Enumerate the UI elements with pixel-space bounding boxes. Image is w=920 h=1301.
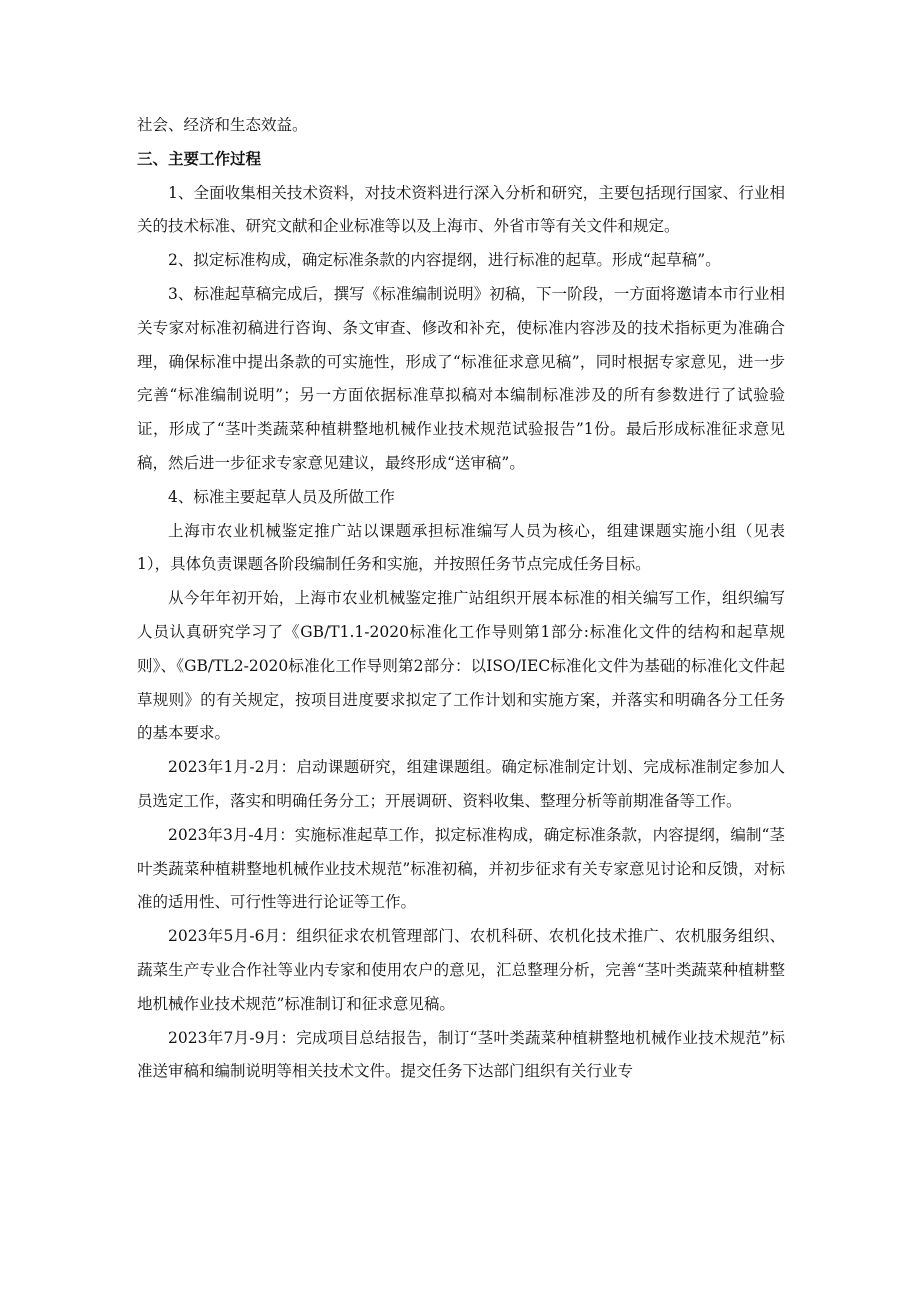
paragraph-intro-tail: 社会、经济和生态效益。 <box>137 116 308 134</box>
document-body <box>137 109 785 1089</box>
paragraph-organization: 从今年年初开始，上海市农业机械鉴定推广站组织开展本标准的相关编写工作，组织编写人员认真研究学习了《GB/T1.1-2020标准化工作导则第1部分:标准化文件的结构和起草规则》、《GB/TL2-2020标准化工作导则第2部分：以ISO/IEC标准化文件为基础的标准化文件起草规则》的有关规定，按项目进度要求拟定了工作计划和实施方案，并落实和明确各分工任务的基本要求。 <box>137 589 785 743</box>
paragraph-timeline-may-jun: 2023年5月-6月：组织征求农机管理部门、农机科研、农机化技术推广、农机服务组织、蔬菜生产专业合作社等业内专家和使用农户的意见，汇总整理分析，完善“茎叶类蔬菜种植耕整地机械作业技术规范”标准制订和征求意见稿。 <box>137 927 785 1013</box>
paragraph-step-3: 3、标准起草稿完成后，撰写《标准编制说明》初稿，下一阶段，一方面将邀请本市行业相关专家对标准初稿进行咨询、条文审查、修改和补充，使标准内容涉及的技术指标更为准确合理，确保标准中提出条款的可实施性，形成了“标准征求意见稿”，同时根据专家意见，进一步完善“标准编制说明”；另一方面依据标准草拟稿对本编制标准涉及的所有参数进行了试验验证，形成了“茎叶类蔬菜种植耕整地机械作业技术规范试验报告”1份。最后形成标准征求意见稿，然后进一步征求专家意见建议，最终形成“送审稿”。 <box>137 284 785 472</box>
paragraph-team: 上海市农业机械鉴定推广站以课题承担标准编写人员为核心，组建课题实施小组（见表1），具体负责课题各阶段编制任务和实施，并按照任务节点完成任务目标。 <box>137 521 785 574</box>
paragraph-step-1: 1、全面收集相关技术资料，对技术资料进行深入分析和研究，主要包括现行国家、行业相关的技术标准、研究文献和企业标准等以及上海市、外省市等有关文件和规定。 <box>137 183 785 236</box>
paragraph-step-4: 4、标准主要起草人员及所做工作 <box>168 487 395 506</box>
paragraph-timeline-jul-sep: 2023年7月-9月：完成项目总结报告，制订“茎叶类蔬菜种植耕整地机械作业技术规范”标准送审稿和编制说明等相关技术文件。提交任务下达部门组织有关行业专 <box>137 1028 785 1081</box>
section-heading: 三、主要工作过程 <box>137 149 262 168</box>
paragraph-timeline-mar-apr: 2023年3月-4月：实施标准起草工作，拟定标准构成，确定标准条款，内容提纲，编制“茎叶类蔬菜种植耕整地机械作业技术规范”标准初稿，并初步征求有关专家意见讨论和反馈，对标准的适用性、可行性等进行论证等工作。 <box>137 825 785 912</box>
paragraph-timeline-jan-feb: 2023年1月-2月：启动课题研究，组建课题组。确定标准制定计划、完成标准制定参加人员选定工作，落实和明确任务分工；开展调研、资料收集、整理分析等前期准备等工作。 <box>137 758 785 810</box>
paragraph-step-2: 2、拟定标准构成，确定标准条款的内容提纲，进行标准的起草。形成“起草稿”。 <box>168 251 721 270</box>
